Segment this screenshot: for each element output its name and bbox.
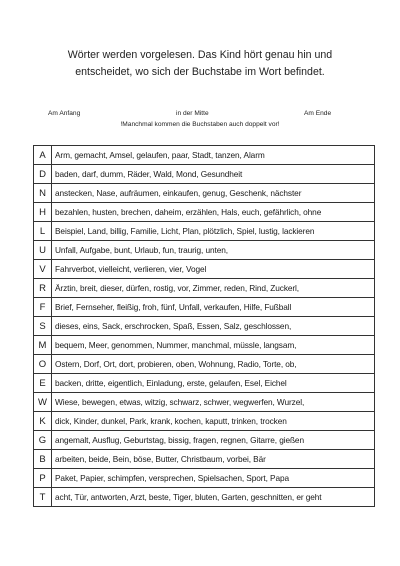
table-row xyxy=(34,469,375,488)
table-row xyxy=(34,412,375,431)
letter-cell: U xyxy=(34,241,52,260)
table-row xyxy=(34,260,375,279)
instruction-line-2: entscheidet, wo sich der Buchstabe im Wort befindet. xyxy=(75,66,325,78)
table-row xyxy=(34,165,375,184)
table-row xyxy=(34,298,375,317)
word-list-cell: dick, Kinder, dunkel, Park, krank, kochen, kaputt, trinken, trocken xyxy=(52,412,375,431)
word-list-cell: Arm, gemacht, Amsel, gelaufen, paar, Stadt, tanzen, Alarm xyxy=(52,146,375,165)
letter-cell: G xyxy=(34,431,52,450)
word-list-cell: bequem, Meer, genommen, Nummer, manchmal, müssle, langsam, xyxy=(52,336,375,355)
word-list-cell: Ostern, Dorf, Ort, dort, probieren, oben, Wohnung, Radio, Torte, ob, xyxy=(52,355,375,374)
column-header-end: Am Ende xyxy=(304,110,332,117)
letter-cell: E xyxy=(34,374,52,393)
table-row xyxy=(34,317,375,336)
word-list-cell: Beispiel, Land, billig, Familie, Licht, Plan, plötzlich, Spiel, lustig, lackieren xyxy=(52,222,375,241)
letter-cell: N xyxy=(34,184,52,203)
word-list-cell: arbeiten, beide, Bein, böse, Butter, Christbaum, vorbei, Bär xyxy=(52,450,375,469)
table-row xyxy=(34,336,375,355)
word-list-cell: baden, darf, dumm, Räder, Wald, Mond, Gesundheit xyxy=(52,165,375,184)
table-row xyxy=(34,222,375,241)
instruction-line-1: Wörter werden vorgelesen. Das Kind hört genau hin und xyxy=(67,49,333,61)
word-list-cell: acht, Tür, antworten, Arzt, beste, Tiger, bluten, Garten, geschnitten, er geht xyxy=(52,488,375,507)
column-header-start: Am Anfang xyxy=(48,110,81,117)
letter-cell: S xyxy=(34,317,52,336)
word-list-cell: Fahrverbot, vielleicht, verlieren, vier, Vogel xyxy=(52,260,375,279)
word-list-cell: Unfall, Aufgabe, bunt, Urlaub, fun, traurig, unten, xyxy=(52,241,375,260)
table-row xyxy=(34,146,375,165)
table-row xyxy=(34,450,375,469)
letter-cell: R xyxy=(34,279,52,298)
table-row xyxy=(34,488,375,507)
word-list-cell: anstecken, Nase, aufräumen, einkaufen, genug, Geschenk, nächster xyxy=(52,184,375,203)
letter-cell: H xyxy=(34,203,52,222)
word-list-cell: bezahlen, husten, brechen, daheim, erzählen, Hals, euch, gefährlich, ohne xyxy=(52,203,375,222)
word-list-cell: Brief, Fernseher, fleißig, froh, fünf, Unfall, verkaufen, Hilfe, Fußball xyxy=(52,298,375,317)
letter-cell: B xyxy=(34,450,52,469)
table-row xyxy=(34,241,375,260)
table-row xyxy=(34,393,375,412)
letter-cell: O xyxy=(34,355,52,374)
letter-cell: K xyxy=(34,412,52,431)
table-row xyxy=(34,203,375,222)
word-list-cell: Paket, Papier, schimpfen, versprechen, Spielsachen, Sport, Papa xyxy=(52,469,375,488)
letter-cell: L xyxy=(34,222,52,241)
instruction-title xyxy=(0,47,400,81)
letter-cell: P xyxy=(34,469,52,488)
table-row xyxy=(34,279,375,298)
letter-cell: V xyxy=(34,260,52,279)
word-list-cell: Wiese, bewegen, etwas, witzig, schwarz, schwer, wegwerfen, Wurzel, xyxy=(52,393,375,412)
letter-cell: M xyxy=(34,336,52,355)
word-list-cell: Ärztin, breit, dieser, dürfen, rostig, vor, Zimmer, reden, Rind, Zuckerl, xyxy=(52,279,375,298)
word-list-cell: dieses, eins, Sack, erschrocken, Spaß, Essen, Salz, geschlossen, xyxy=(52,317,375,336)
column-header-middle: in der Mitte xyxy=(176,110,209,117)
table-row xyxy=(34,355,375,374)
word-list-cell: backen, dritte, eigentlich, Einladung, erste, gelaufen, Esel, Eichel xyxy=(52,374,375,393)
double-letter-note: !Manchmal kommen die Buchstaben auch doppelt vor! xyxy=(120,121,280,128)
table-row xyxy=(34,374,375,393)
word-list-cell: angemalt, Ausflug, Geburtstag, bissig, fragen, regnen, Gitarre, gießen xyxy=(52,431,375,450)
letter-cell: W xyxy=(34,393,52,412)
letter-cell: D xyxy=(34,165,52,184)
letter-cell: F xyxy=(34,298,52,317)
letter-cell: T xyxy=(34,488,52,507)
word-table xyxy=(33,145,375,507)
word-table-body xyxy=(34,146,375,507)
table-row xyxy=(34,184,375,203)
letter-cell: A xyxy=(34,146,52,165)
table-row xyxy=(34,431,375,450)
